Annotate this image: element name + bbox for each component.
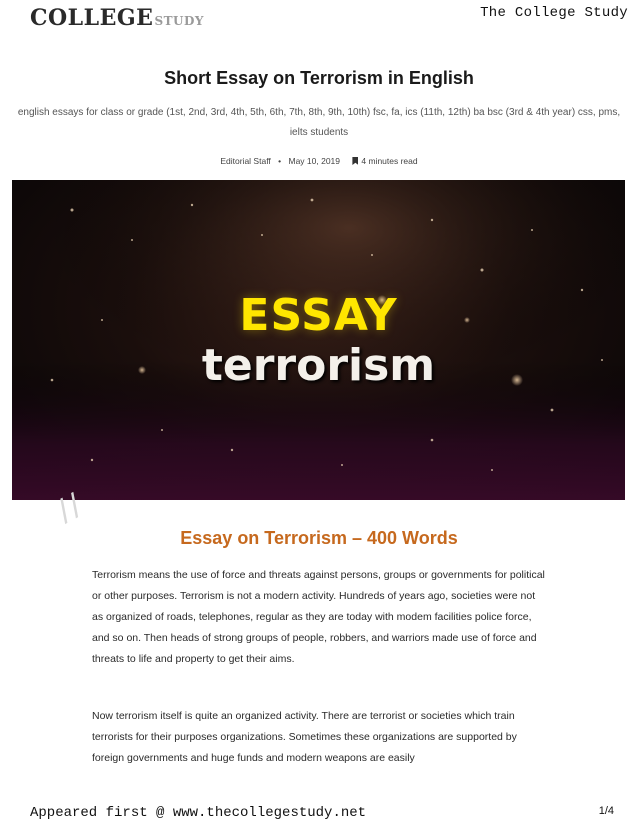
watermark: // (51, 486, 90, 529)
hero-essay-text: ESSAY (239, 290, 398, 341)
page-header (0, 0, 638, 64)
bookmark-icon (352, 157, 358, 165)
article-meta (0, 156, 638, 166)
logo-sub-text: STUDY (154, 14, 204, 28)
hero-topic-text: terrorism (201, 340, 436, 391)
publish-date: May 10, 2019 (288, 156, 341, 166)
page-indicator: 1/4 (598, 805, 614, 817)
paragraph: Terrorism means the use of force and threats against persons, groups or governments for political or other purposes. Terrorism is not a modern activity. Hundreds of years ago, societies were not as organized of roads, telephones, regular as they are today with modem facilities police force, and so on. Then heads of strong groups of people, robbers, and warriors made use of force and threats to life and property to get their aims. (92, 569, 545, 665)
article-subtitle: english essays for class or grade (1st, 2nd, 3rd, 4th, 5th, 6th, 7th, 8th, 9th, 10th) fsc, fa, ics (11th, 12th) ba bsc (3rd & 4th year) css, pms, ielts students (17, 107, 621, 138)
meta-separator: • (278, 156, 282, 166)
footer-source-link[interactable]: Appeared first @ www.thecollegestudy.net (30, 805, 367, 821)
paragraph: Now terrorism itself is quite an organized activity. There are terrorist or societies which train terrorists for their purposes organizations. Sometimes these organizations are supported by foreign governments and huge funds and modern weapons are easily (92, 710, 517, 764)
author-link[interactable]: Editorial Staff (220, 156, 271, 166)
section-heading: Essay on Terrorism – 400 Words (180, 528, 458, 548)
site-logo[interactable] (30, 5, 204, 31)
article-title: Short Essay on Terrorism in English (164, 68, 474, 88)
logo-main-text: COLLEGE (30, 5, 154, 31)
hero-image (12, 180, 625, 500)
site-label: The College Study (480, 5, 628, 21)
read-time: 4 minutes read (361, 156, 418, 166)
